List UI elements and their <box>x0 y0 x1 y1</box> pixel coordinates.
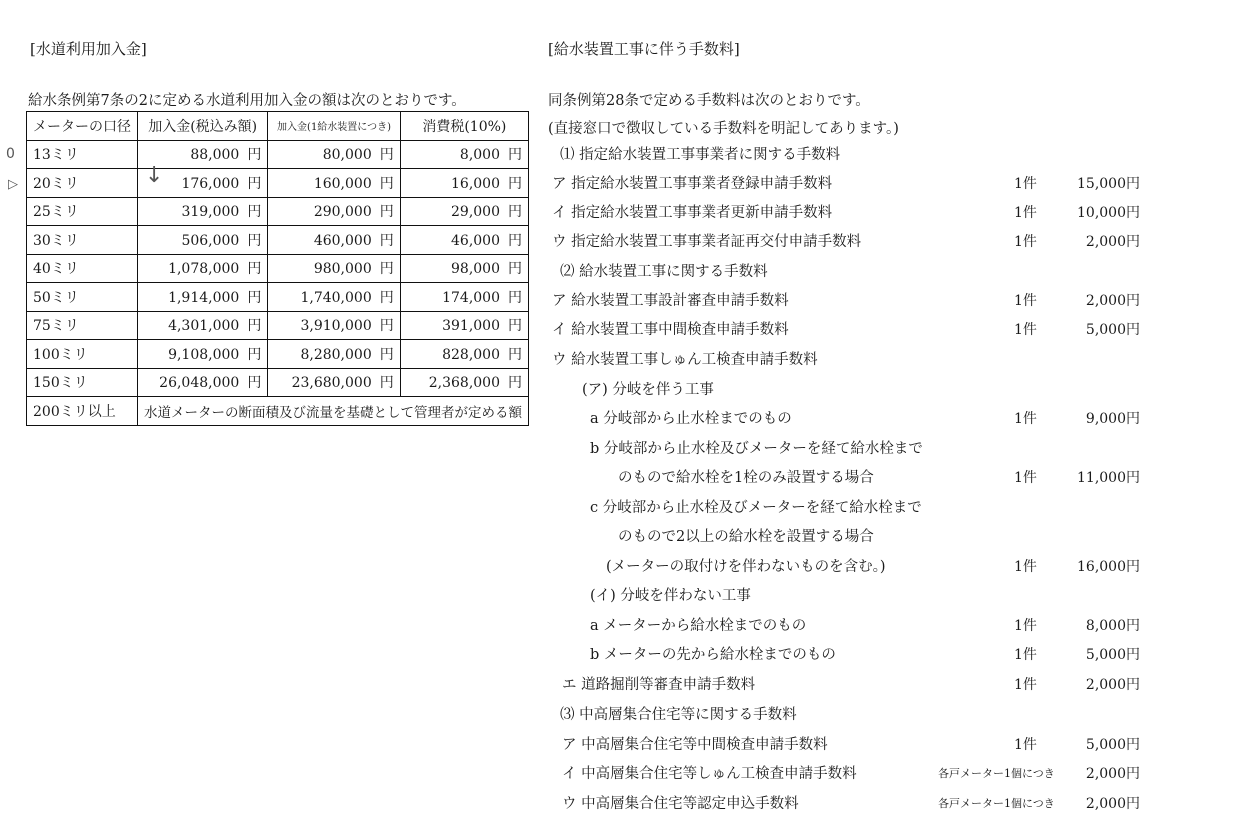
yen-unit: 円 <box>508 318 522 335</box>
base-fee <box>268 283 400 312</box>
note-cell: 水道メーターの断面積及び流量を基礎として管理者が定める額 <box>138 397 529 426</box>
base-fee-value: 290,000 <box>313 204 372 221</box>
total-fee-value: 4,301,000 <box>168 318 240 335</box>
base-fee-value: 23,680,000 <box>291 375 372 392</box>
tax-fee <box>400 169 528 198</box>
total-fee-value: 26,048,000 <box>159 375 240 392</box>
fee-item-label: ア 指定給水装置工事事業者登録申請手数料 <box>552 176 833 192</box>
meter-size-value: 75ミリ <box>33 318 79 335</box>
fee-item-amount: 11,000円 <box>1077 470 1140 486</box>
meter-size-value: 20ミリ <box>33 175 79 192</box>
total-fee <box>138 197 268 226</box>
fee-item-count: 1件 <box>1014 470 1037 486</box>
base-fee <box>268 368 400 397</box>
handwritten-mark: ▷ <box>8 177 18 192</box>
handwritten-arrow-icon: ↓ <box>145 163 164 188</box>
yen-unit: 円 <box>508 289 522 306</box>
meter-size <box>27 368 138 397</box>
tax-fee-value: 2,368,000 <box>428 375 500 392</box>
yen-unit: 円 <box>508 346 522 363</box>
meter-size-value: 30ミリ <box>33 232 79 249</box>
total-fee <box>138 311 268 340</box>
meter-size-value: 25ミリ <box>33 204 79 221</box>
total-fee-value: 9,108,000 <box>168 346 240 363</box>
fee-item-label: ウ 給水装置工事しゅん工検査申請手数料 <box>552 352 818 368</box>
fee-item-label: ウ 中高層集合住宅等認定申込手数料 <box>562 796 799 812</box>
fee-item-amount: 2,000円 <box>1085 234 1140 250</box>
yen-unit: 円 <box>247 375 262 392</box>
fee-item-count: 1件 <box>1014 647 1037 663</box>
table-header-row <box>27 112 529 141</box>
fee-item-count: 1件 <box>1014 176 1037 192</box>
base-fee <box>268 197 400 226</box>
right-heading: [給水装置工事に伴う手数料] <box>548 40 740 58</box>
base-fee <box>268 226 400 255</box>
fee-item-amount: 5,000円 <box>1085 647 1140 663</box>
fee-item-label: (ア) 分岐を伴う工事 <box>582 382 714 398</box>
tax-fee-value: 174,000 <box>442 289 500 306</box>
yen-unit: 円 <box>247 232 262 249</box>
fee-item-count: 1件 <box>1014 205 1037 221</box>
table-row <box>27 254 529 283</box>
total-fee-value: 1,914,000 <box>168 289 240 306</box>
total-fee <box>138 226 268 255</box>
tax-fee <box>400 340 528 369</box>
yen-unit: 円 <box>508 261 522 278</box>
table-row <box>27 226 529 255</box>
left-intro: 給水条例第7条の2に定める水道利用加入金の額は次のとおりです。 <box>28 93 466 109</box>
yen-unit: 円 <box>247 147 262 164</box>
tax-fee-value: 828,000 <box>442 346 500 363</box>
total-fee <box>138 283 268 312</box>
base-fee <box>268 254 400 283</box>
fee-item-amount: 5,000円 <box>1085 737 1140 753</box>
yen-unit: 円 <box>247 261 262 278</box>
meter-size <box>27 254 138 283</box>
yen-unit: 円 <box>247 318 262 335</box>
base-fee-value: 460,000 <box>313 232 372 249</box>
meter-size <box>27 169 138 198</box>
total-fee-value: 506,000 <box>181 232 240 249</box>
table-row <box>27 140 529 169</box>
base-fee <box>268 169 400 198</box>
fee-item-label: (イ) 分岐を伴わない工事 <box>590 588 751 604</box>
yen-unit: 円 <box>379 289 394 306</box>
fee-item-label: のもので給水栓を1栓のみ設置する場合 <box>618 470 874 486</box>
total-fee-value: 88,000 <box>190 147 240 164</box>
yen-unit: 円 <box>379 318 394 335</box>
yen-unit: 円 <box>379 232 394 249</box>
yen-unit: 円 <box>379 175 394 192</box>
total-fee-value: 176,000 <box>181 175 240 192</box>
tax-fee-value: 391,000 <box>442 318 500 335</box>
fee-item-label: ⑵ 給水装置工事に関する手数料 <box>560 264 768 280</box>
fee-item-count: 各戸メーター1個につき <box>938 767 1055 780</box>
yen-unit: 円 <box>247 175 262 192</box>
fee-item-amount: 16,000円 <box>1077 559 1140 575</box>
table-row <box>27 340 529 369</box>
yen-unit: 円 <box>247 289 262 306</box>
col-header-base: 加入金(1給水装置につき) <box>268 112 400 141</box>
fee-item-amount: 10,000円 <box>1077 205 1140 221</box>
meter-size: 200ミリ以上 <box>27 397 138 426</box>
meter-size <box>27 340 138 369</box>
base-fee <box>268 140 400 169</box>
base-fee <box>268 311 400 340</box>
fee-item-label: イ 中高層集合住宅等しゅん工検査申請手数料 <box>562 766 857 782</box>
fee-item-count: 各戸メーター1個につき <box>938 797 1055 810</box>
col-header-meter-size: メーターの口径 <box>27 112 138 141</box>
yen-unit: 円 <box>379 346 394 363</box>
base-fee-value: 160,000 <box>313 175 372 192</box>
total-fee <box>138 254 268 283</box>
meter-size <box>27 226 138 255</box>
fee-item-amount: 2,000円 <box>1085 293 1140 309</box>
yen-unit: 円 <box>379 147 394 164</box>
base-fee-value: 3,910,000 <box>300 318 372 335</box>
base-fee-value: 8,280,000 <box>300 346 372 363</box>
fee-item-count: 1件 <box>1014 559 1037 575</box>
fee-item-label: c 分岐部から止水栓及びメーターを経て給水栓まで <box>590 500 922 516</box>
yen-unit: 円 <box>379 261 394 278</box>
base-fee <box>268 340 400 369</box>
fee-item-count: 1件 <box>1014 234 1037 250</box>
col-header-total: 加入金(税込み額) <box>138 112 268 141</box>
fee-item-amount: 15,000円 <box>1077 176 1140 192</box>
table-row <box>27 197 529 226</box>
meter-size-value: 40ミリ <box>33 261 79 278</box>
fee-item-label: b メーターの先から給水栓までのもの <box>590 647 836 663</box>
base-fee-value: 980,000 <box>313 261 372 278</box>
fee-item-label: イ 給水装置工事中間検査申請手数料 <box>552 322 789 338</box>
fee-item-count: 1件 <box>1014 737 1037 753</box>
fee-item-label: のもので2以上の給水栓を設置する場合 <box>618 529 874 545</box>
fee-item-label: ⑶ 中高層集合住宅等に関する手数料 <box>560 707 797 723</box>
fee-item-label: ウ 指定給水装置工事事業者証再交付申請手数料 <box>552 234 862 250</box>
tax-fee <box>400 140 528 169</box>
meter-size-value: 13ミリ <box>33 147 79 164</box>
tax-fee-value: 16,000 <box>451 175 500 192</box>
tax-fee-value: 46,000 <box>451 232 500 249</box>
fee-item-count: 1件 <box>1014 618 1037 634</box>
table-row <box>27 368 529 397</box>
meter-size <box>27 283 138 312</box>
table-row <box>27 311 529 340</box>
fee-item-count: 1件 <box>1014 322 1037 338</box>
right-intro-1: 同条例第28条で定める手数料は次のとおりです。 <box>548 93 870 109</box>
fee-item-label: エ 道路掘削等審査申請手数料 <box>562 677 756 693</box>
yen-unit: 円 <box>508 204 522 221</box>
yen-unit: 円 <box>247 204 262 221</box>
meter-size-value: 150ミリ <box>33 375 88 392</box>
base-fee-value: 1,740,000 <box>300 289 372 306</box>
yen-unit: 円 <box>508 147 522 164</box>
fee-item-label: ア 給水装置工事設計審査申請手数料 <box>552 293 789 309</box>
fee-item-label: ア 中高層集合住宅等中間検査申請手数料 <box>562 737 828 753</box>
total-fee-value: 1,078,000 <box>168 261 240 278</box>
fee-item-amount: 2,000円 <box>1085 677 1140 693</box>
fee-item-amount: 2,000円 <box>1085 796 1140 812</box>
yen-unit: 円 <box>379 375 394 392</box>
tax-fee <box>400 311 528 340</box>
fee-item-count: 1件 <box>1014 293 1037 309</box>
fee-item-amount: 8,000円 <box>1085 618 1140 634</box>
fee-item-label: (メーターの取付けを伴わないものを含む。) <box>606 559 886 575</box>
fee-item-label: ⑴ 指定給水装置工事事業者に関する手数料 <box>560 147 841 163</box>
tax-fee-value: 29,000 <box>451 204 500 221</box>
fee-item-count: 1件 <box>1014 677 1037 693</box>
yen-unit: 円 <box>508 232 522 249</box>
meter-size <box>27 140 138 169</box>
fee-item-count: 1件 <box>1014 411 1037 427</box>
col-header-tax: 消費税(10%) <box>400 112 528 141</box>
tax-fee <box>400 368 528 397</box>
fee-item-label: b 分岐部から止水栓及びメーターを経て給水栓まで <box>590 441 923 457</box>
table-row <box>27 169 529 198</box>
base-fee-value: 80,000 <box>322 147 372 164</box>
table-row-200 <box>27 397 529 426</box>
tax-fee <box>400 197 528 226</box>
fee-item-amount: 2,000円 <box>1085 766 1140 782</box>
meter-size-value: 50ミリ <box>33 289 79 306</box>
tax-fee <box>400 254 528 283</box>
yen-unit: 円 <box>379 204 394 221</box>
total-fee-value: 319,000 <box>181 204 240 221</box>
table-row <box>27 283 529 312</box>
yen-unit: 円 <box>247 346 262 363</box>
meter-size <box>27 197 138 226</box>
fee-item-label: イ 指定給水装置工事事業者更新申請手数料 <box>552 205 833 221</box>
tax-fee-value: 98,000 <box>451 261 500 278</box>
fee-item-amount: 9,000円 <box>1085 411 1140 427</box>
subscription-fee-table <box>26 111 529 426</box>
yen-unit: 円 <box>508 375 522 392</box>
total-fee <box>138 368 268 397</box>
handwritten-mark: 0 <box>6 146 15 162</box>
meter-size-value: 100ミリ <box>33 346 88 363</box>
tax-fee-value: 8,000 <box>459 147 500 164</box>
meter-size <box>27 311 138 340</box>
total-fee <box>138 340 268 369</box>
fee-item-label: a 分岐部から止水栓までのもの <box>590 411 792 427</box>
fee-item-label: a メーターから給水栓までのもの <box>590 618 807 634</box>
tax-fee <box>400 283 528 312</box>
right-intro-2: (直接窓口で徴収している手数料を明記してあります。) <box>548 121 899 137</box>
tax-fee <box>400 226 528 255</box>
yen-unit: 円 <box>508 175 522 192</box>
fee-item-amount: 5,000円 <box>1085 322 1140 338</box>
left-heading: [水道利用加入金] <box>30 40 147 58</box>
